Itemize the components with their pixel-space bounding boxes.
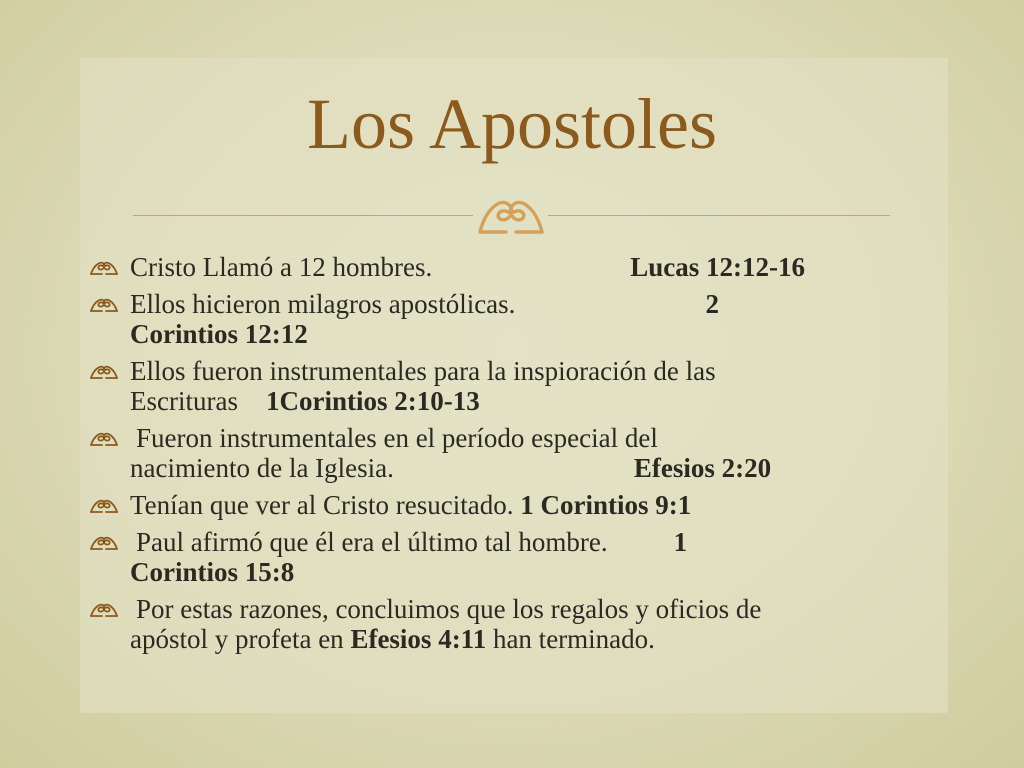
bullet-item [88,252,938,282]
divider-left [133,215,473,216]
slide-title: Los Apostoles [306,84,718,164]
bullet-list [88,252,938,661]
bullet-text: han terminado. [492,624,655,654]
bullet-item [88,289,938,349]
bullet-item [88,356,938,416]
swirl-ornament-icon [474,190,548,240]
bullet-text: nacimiento de la Iglesia. [130,453,394,483]
bible-reference: Efesios 2:20 [633,453,772,483]
swirl-bullet-icon [88,361,120,381]
bullet-text: Cristo Llamó a 12 hombres. [130,252,433,282]
bullet-text: Paul afirmó que él era el último tal hombre. [136,527,608,557]
swirl-bullet-icon [88,428,120,448]
bullet-text: Tenían que ver al Cristo resucitado. [130,490,514,520]
swirl-bullet-icon [88,257,120,277]
bullet-text: Fueron instrumentales en el período especial del [136,423,658,453]
bullet-text: Escrituras [130,386,238,416]
bullet-item [88,490,938,520]
bullet-item [88,527,938,587]
bullet-item [88,423,938,483]
bible-reference: 1Corintios 2:10-13 [265,386,480,416]
divider-right [548,215,890,216]
bullet-text: Ellos hicieron milagros apostólicas. [130,289,516,319]
bullet-text: Por estas razones, concluimos que los regalos y oficios de [136,594,762,624]
swirl-bullet-icon [88,532,120,552]
swirl-bullet-icon [88,599,120,619]
swirl-bullet-icon [88,294,120,314]
bullet-text: Ellos fueron instrumentales para la inspioración de las [130,356,716,386]
bullet-item [88,594,938,654]
swirl-bullet-icon [88,495,120,515]
bible-reference: 1 Corintios 9:1 [520,490,692,520]
bible-reference: Corintios 15:8 [130,557,295,587]
bible-reference: Lucas 12:12-16 [630,252,805,282]
bible-reference: Corintios 12:12 [130,319,308,349]
bible-reference: 1 [673,527,688,557]
bible-reference: Efesios 4:11 [350,624,487,654]
bible-reference: 2 [705,289,719,319]
bullet-text: apóstol y profeta en [130,624,344,654]
